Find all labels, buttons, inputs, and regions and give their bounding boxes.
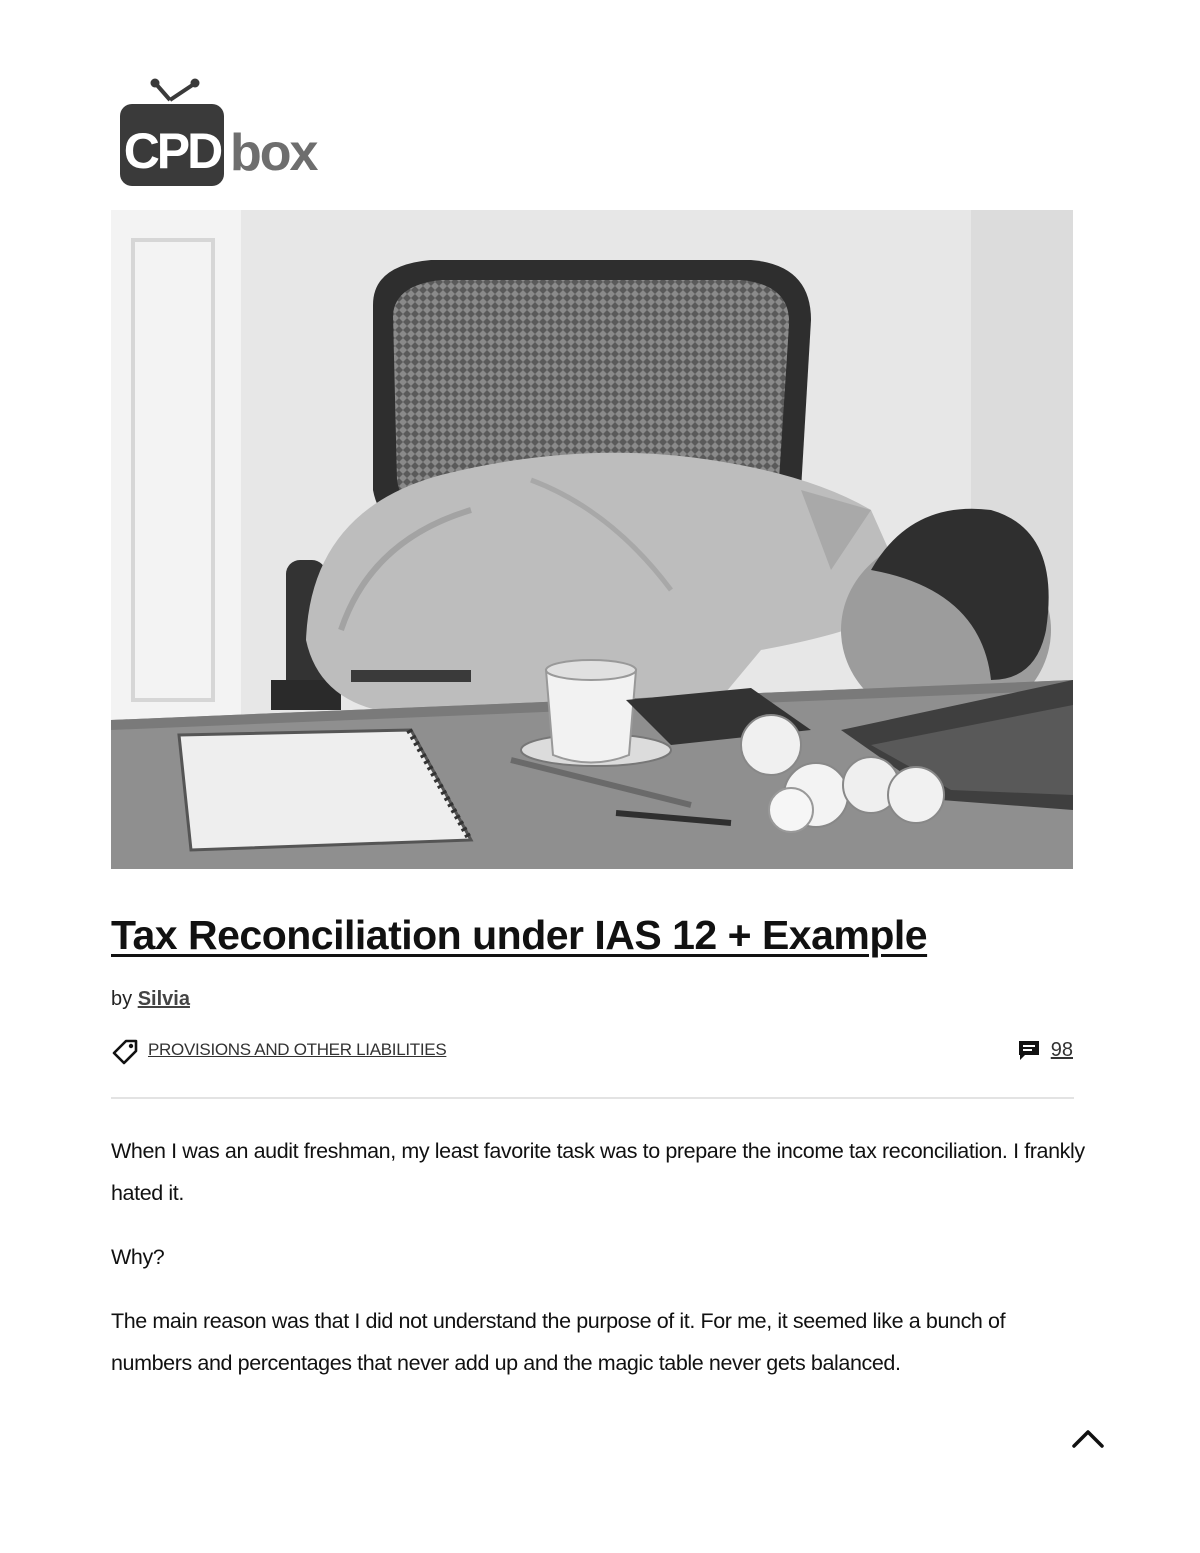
author-link[interactable]: Silvia	[137, 988, 190, 1010]
paragraph: Why?	[111, 1245, 165, 1269]
logo-primary-text: CPD	[123, 123, 221, 179]
paragraph: When I was an audit freshman, my least favorite task was to prepare the income tax reconciliation. I frankly hated it.	[111, 1139, 1085, 1205]
article-meta	[111, 1036, 1073, 1066]
comment-count[interactable]: 98	[1050, 1038, 1073, 1061]
site-logo[interactable]	[118, 78, 318, 188]
byline	[111, 988, 190, 1011]
hero-photo-illustration	[111, 210, 1073, 869]
back-to-top-button[interactable]	[1068, 1420, 1108, 1454]
hero-photo	[111, 210, 1073, 869]
comments-link[interactable]	[1017, 1036, 1073, 1064]
article-body	[111, 1130, 1086, 1406]
logo-graphic	[118, 78, 318, 188]
article-title[interactable]: Tax Reconciliation under IAS 12 + Example	[111, 912, 928, 958]
category-link[interactable]: PROVISIONS AND OTHER LIABILITIES	[148, 1040, 447, 1059]
logo-secondary-text: box	[230, 124, 317, 182]
byline-prefix: by	[111, 988, 133, 1010]
tag-icon	[111, 1038, 139, 1066]
paragraph: The main reason was that I did not understand the purpose of it. For me, it seemed like a bunch of numbers and percentages that never add up and the magic table never gets balanced.	[111, 1309, 1006, 1375]
chevron-up-icon	[1068, 1420, 1108, 1454]
divider	[111, 1097, 1074, 1099]
comment-icon	[1017, 1039, 1041, 1061]
